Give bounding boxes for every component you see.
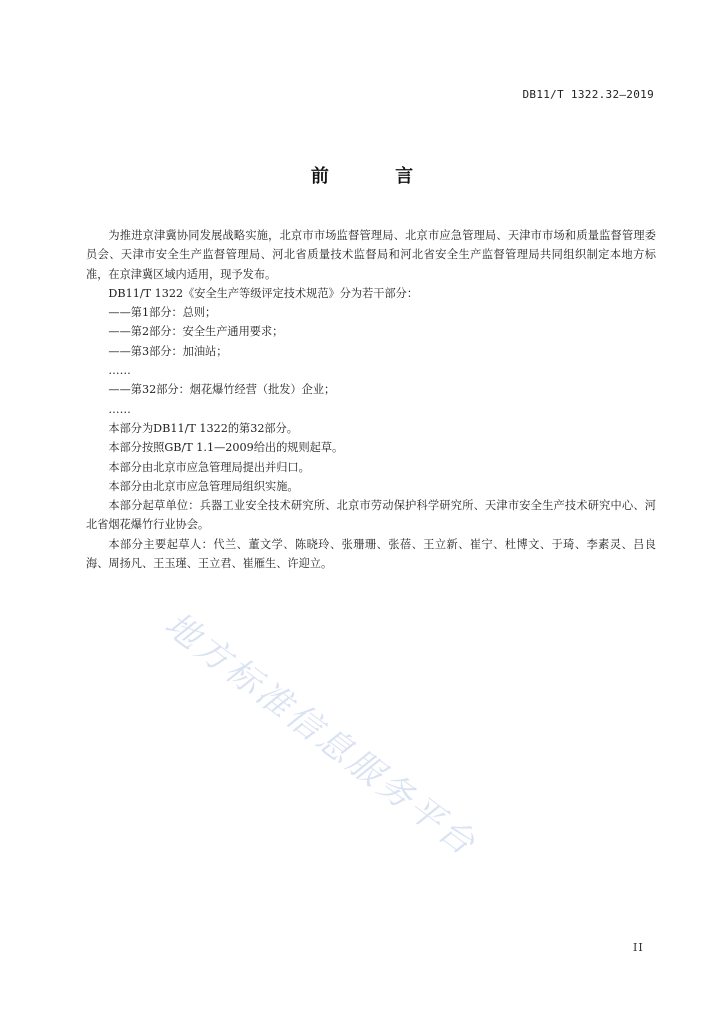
drafting-units: 本部分起草单位：兵器工业安全技术研究所、北京市劳动保护科学研究所、天津市安全生产技术研究中心、河北省烟花爆竹行业协会。 [86,499,656,532]
watermark: 地方标准信息服务平台 [157,604,485,866]
part-statement: 本部分为DB11/T 1322的第32部分。 [108,421,298,435]
ellipsis: …… [108,402,131,416]
part-item: ——第2部分：安全生产通用要求； [108,325,284,339]
part-item: ——第3部分：加油站； [108,344,228,358]
main-drafters: 本部分主要起草人：代兰、董文学、陈晓玲、张珊珊、张蓓、王立新、崔宁、杜博文、于琦、李素灵、吕良海、周扬凡、王玉瑾、王立君、崔雁生、许迎立。 [86,537,656,571]
page-title: 前 言 [310,166,444,187]
document-id: DB11/T 1322.32—2019 [522,88,654,101]
part-item: ——第32部分：烟花爆竹经营（批发）企业； [108,383,336,397]
proposer-statement: 本部分由北京市应急管理局提出并归口。 [108,460,310,474]
page-number: II [633,941,644,954]
implementer-statement: 本部分由北京市应急管理局组织实施。 [108,479,299,493]
parts-intro: DB11/T 1322《安全生产等级评定技术规范》分为若干部分： [108,286,419,300]
intro-paragraph: 为推进京津冀协同发展战略实施，北京市市场监督管理局、北京市应急管理局、天津市市场和质量监督管理委员会、天津市安全生产监督管理局、河北省质量技术监督局和河北省安全生产监督管理局共同组织制定本地方标准，在京津冀区域内适用，现予发布。 [86,229,656,281]
drafting-rules: 本部分按照GB/T 1.1—2009给出的规则起草。 [108,441,344,455]
document-body [86,226,656,573]
part-item: ——第1部分：总则； [108,306,217,320]
ellipsis: …… [108,364,131,378]
